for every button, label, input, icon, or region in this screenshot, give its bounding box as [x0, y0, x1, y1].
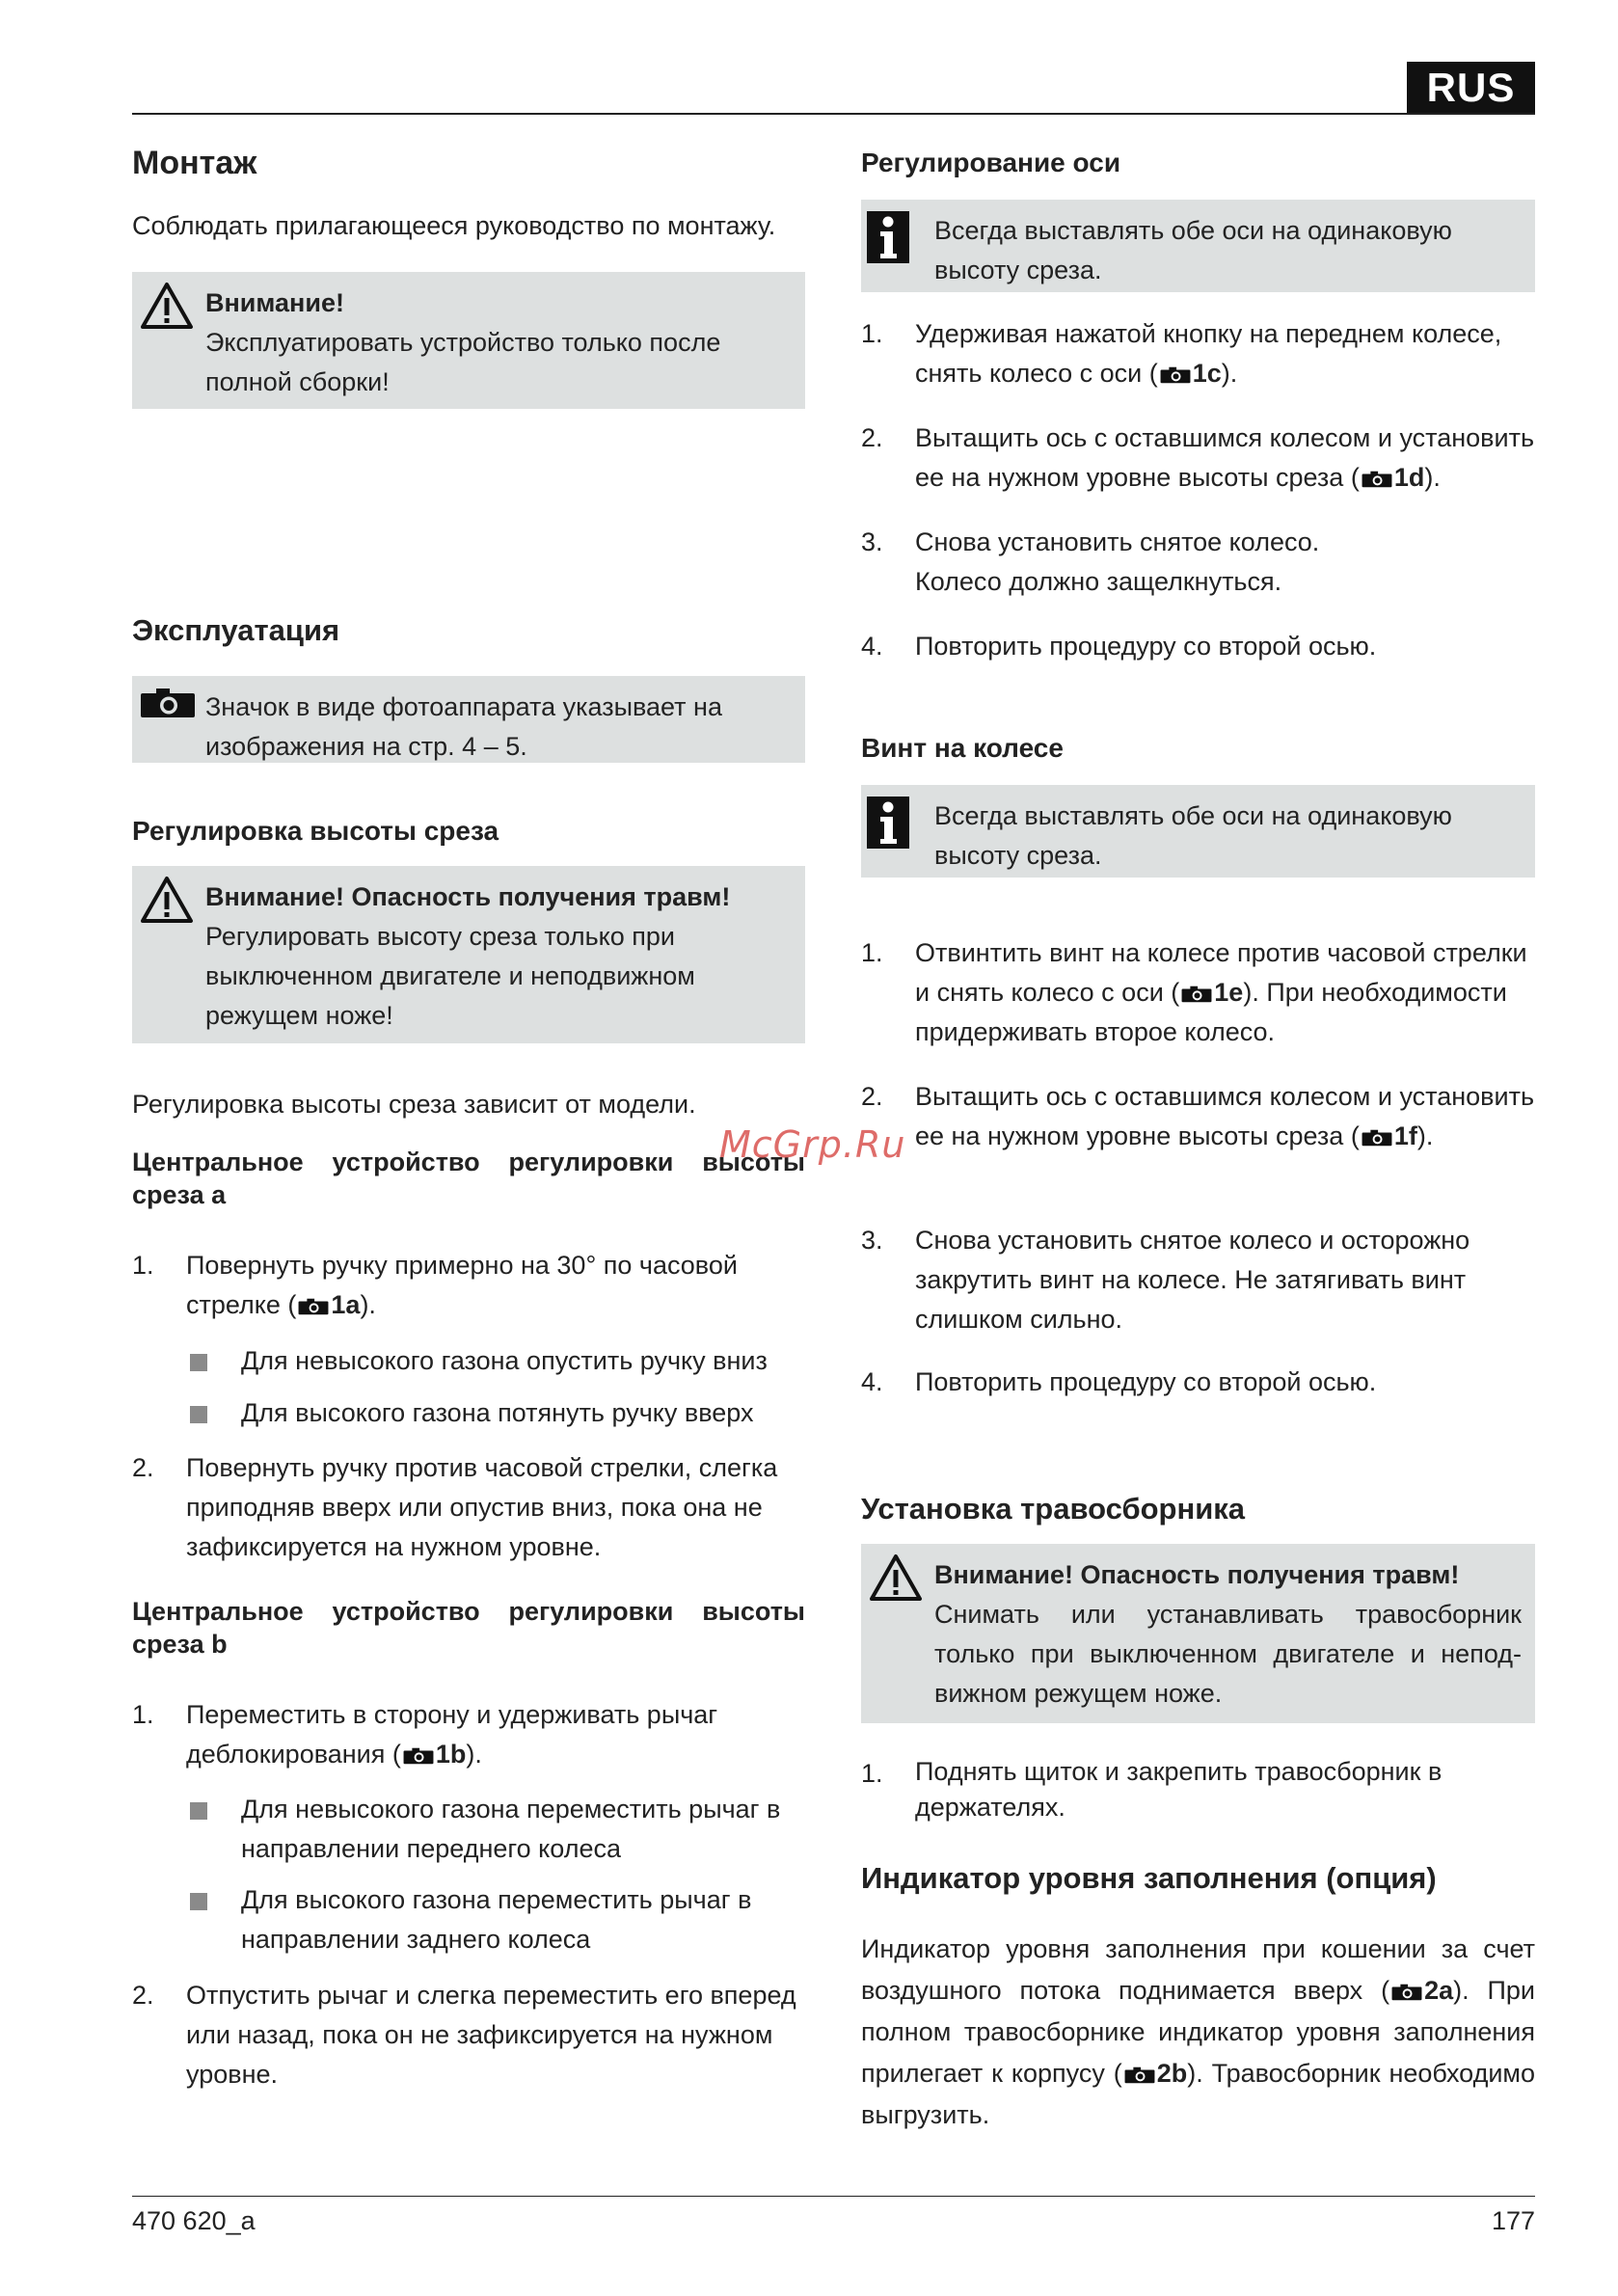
camera-icon — [298, 1297, 329, 1316]
camera-icon — [1391, 1983, 1422, 2002]
height-warning-text: Регулировать высоту среза только при выключенном двигателе и неподвижном режущем ноже! — [205, 922, 695, 1030]
mount-warning-text: Эксплуатировать устройство только после полной сборки! — [205, 328, 721, 396]
footer-page-number: 177 — [1491, 2206, 1535, 2235]
height-intro: Регулировка высоты среза зависит от модели. — [132, 1090, 696, 1119]
camera-icon — [1160, 365, 1191, 385]
list-number: 3. — [861, 1226, 883, 1255]
bullet-marker — [190, 1802, 207, 1820]
warning-icon — [869, 1553, 923, 1602]
camera-icon — [1181, 985, 1212, 1004]
bullet-marker — [190, 1893, 207, 1910]
catcher-warning-text: Снимать или устанавливать травосборник только при выключенном двигателе и неподвижном режущем ноже. — [934, 1600, 1522, 1708]
screw-info-box — [861, 785, 1535, 878]
screw-step1: Отвинтить винт на колесе против часовой стрелки и снять колесо с оси ( 1e). При необходимости придерживать второе колесо. — [915, 938, 1527, 1046]
mount-warning-box — [132, 272, 805, 409]
list-number: 1. — [132, 1251, 154, 1280]
height-warning-title: Внимание! Опасность получения травм! — [205, 882, 731, 911]
axle-step3: Снова установить снятое колесо. Колесо должно защелкнуться. — [915, 527, 1320, 596]
warning-icon — [140, 282, 194, 330]
camera-icon — [1362, 1128, 1392, 1148]
height-warning-box — [132, 866, 805, 1043]
section-title-screw: Винт на колесе — [861, 733, 1064, 763]
camera-icon — [1124, 2066, 1155, 2085]
bullet-marker — [190, 1354, 207, 1371]
section-title-operation: Эксплуатация — [132, 613, 340, 647]
section-title-mount: Монтаж — [132, 145, 257, 181]
camera-icon — [1362, 470, 1392, 489]
height-b-step1: Переместить в сторону и удерживать рычаг деблокирования ( 1b). — [186, 1700, 718, 1769]
list-number: 2. — [132, 1453, 154, 1482]
height-a-step2: Повернуть ручку против часовой стрелки, слегка приподняв вверх или опустив вниз, пока она не зафиксируется на нужном уровне. — [186, 1453, 778, 1561]
footer-doc-id: 470 620_a — [132, 2206, 256, 2235]
bullet-marker — [190, 1406, 207, 1423]
axle-info-box — [861, 200, 1535, 292]
operation-note-box — [132, 676, 805, 763]
axle-step4: Повторить процедуру со второй осью. — [915, 632, 1377, 661]
list-number: 1. — [861, 1759, 883, 1788]
section-title-axle: Регулирование оси — [861, 148, 1121, 177]
language-badge: RUS — [1407, 62, 1535, 114]
info-icon — [867, 211, 909, 263]
height-a-title: Центральное устройство регулировки высоты среза a — [132, 1148, 805, 1209]
screw-step4: Повторить процедуру со второй осью. — [915, 1367, 1377, 1396]
warning-icon — [140, 876, 194, 924]
axle-step2: Вытащить ось с оставшимся колесом и установить ее на нужном уровне высоты среза ( 1d). — [915, 423, 1535, 492]
mount-warning-title: Внимание! — [205, 288, 344, 317]
operation-note-text: Значок в виде фотоаппарата указывает на изображения на стр. 4 – 5. — [205, 692, 722, 761]
height-b-title: Центральное устройство регулировки высоты среза b — [132, 1597, 805, 1659]
indicator-text: Индикатор уровня заполнения при кошении за счет воздушного потока поднимается вверх ( 2a). При полном травосборнике индикатор уровня заполнения прилегает к корпусу ( 2b). Травосборник необходимо выгрузить. — [861, 1934, 1536, 2129]
height-a-bullet2: Для высокого газона потянуть ручку вверх — [241, 1398, 754, 1427]
list-number: 1. — [861, 938, 883, 967]
height-a-bullet1: Для невысокого газона опустить ручку вниз — [241, 1346, 768, 1375]
section-title-height: Регулировка высоты среза — [132, 816, 499, 846]
section-title-catcher: Установка травосборника — [861, 1492, 1246, 1526]
list-number: 1. — [132, 1700, 154, 1729]
height-b-bullet1: Для невысокого газона переместить рычаг в направлении переднего колеса — [241, 1795, 781, 1863]
list-number: 2. — [861, 423, 883, 452]
list-number: 4. — [861, 1367, 883, 1396]
list-number: 2. — [861, 1082, 883, 1111]
list-number: 3. — [861, 527, 883, 556]
height-b-step2: Отпустить рычаг и слегка переместить его вперед или назад, пока он не зафиксируется на нужном уровне. — [186, 1981, 796, 2089]
info-icon — [867, 797, 909, 849]
list-number: 2. — [132, 1981, 154, 2010]
screw-step3: Снова установить снятое колесо и осторожно закрутить винт на колесе. Не затягивать винт слишком сильно. — [915, 1226, 1470, 1334]
watermark: McGrp.Ru — [719, 1123, 906, 1166]
catcher-warning-box — [861, 1544, 1535, 1723]
axle-step1: Удерживая нажатой кнопку на переднем колесе, снять колесо с оси ( 1c). — [915, 319, 1502, 388]
height-b-bullet2: Для высокого газона переместить рычаг в направлении заднего колеса — [241, 1885, 752, 1954]
catcher-warning-title: Внимание! Опасность получения травм! — [934, 1560, 1460, 1589]
section-title-indicator: Индикатор уровня заполнения (опция) — [861, 1861, 1437, 1895]
footer-rule — [132, 2196, 1535, 2197]
camera-icon — [140, 688, 196, 718]
height-a-step1: Повернуть ручку примерно на 30° по часовой стрелке ( 1a). — [186, 1251, 738, 1319]
list-number: 1. — [861, 319, 883, 348]
header-rule — [132, 113, 1535, 115]
camera-icon — [403, 1746, 434, 1766]
list-number: 4. — [861, 632, 883, 661]
screw-step2: Вытащить ось с оставшимся колесом и установить ее на нужном уровне высоты среза ( 1f). — [915, 1082, 1535, 1150]
mount-text: Соблюдать прилагающееся руководство по монтажу. — [132, 211, 776, 240]
catcher-step1: Поднять щиток и закрепить травосборник в держателях. — [915, 1757, 1443, 1822]
axle-info-text: Всегда выставлять обе оси на одинаковую высоту среза. — [934, 216, 1452, 284]
screw-info-text: Всегда выставлять обе оси на одинаковую высоту среза. — [934, 801, 1452, 870]
